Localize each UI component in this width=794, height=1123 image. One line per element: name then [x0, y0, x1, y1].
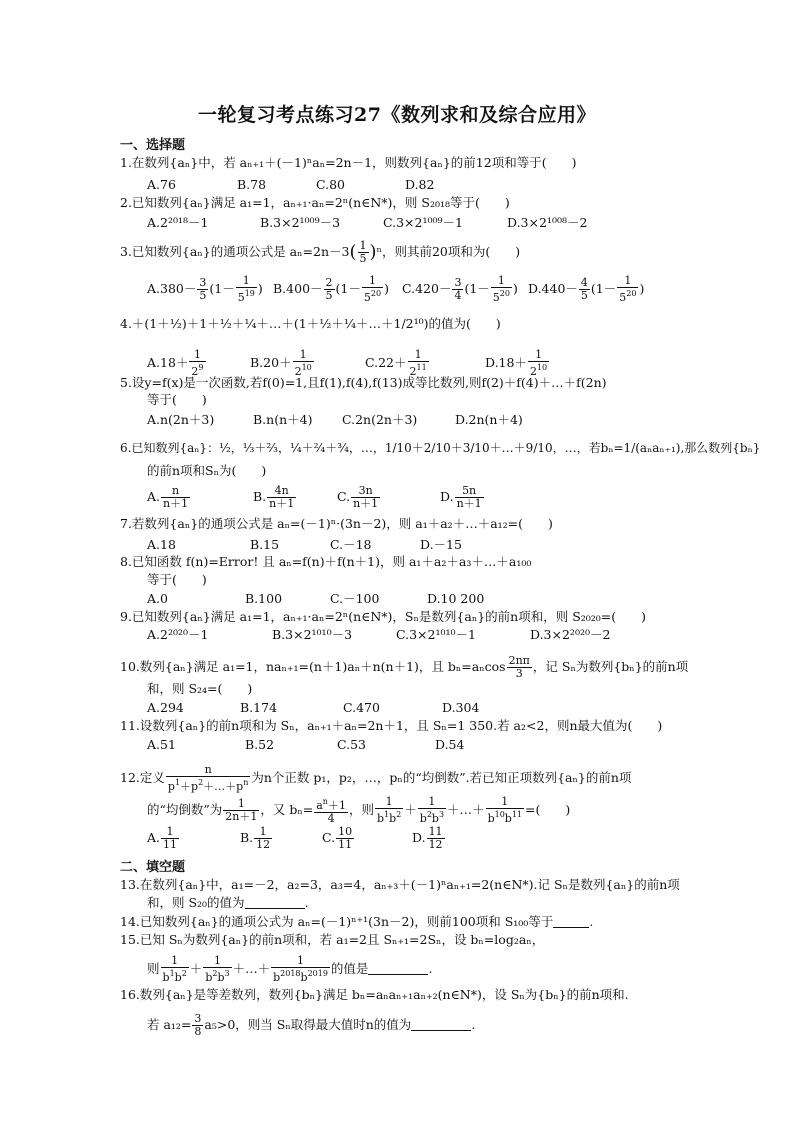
q3-opt-d: D.440－ $\frac{4}{5}$ (1－ $\frac{1}{5^{20}}$ ): [528, 274, 645, 304]
q2-opt-c: C.3×2¹⁰⁰⁹－1: [383, 215, 463, 230]
q12-opt-a: A. $\frac{1}{11}$: [147, 825, 178, 851]
q10-opt-c: C.470: [343, 700, 380, 715]
q9-opt-d: D.3×2²⁰²⁰－2: [530, 627, 611, 642]
q1-opt-c: C.80: [316, 177, 345, 192]
q15-stem-1: 15.已知 Sₙ为数列{aₙ}的前n项和，若 a₁=2且 Sₙ₊₁=2Sₙ，设 bₙ=log₂aₙ，: [120, 932, 545, 947]
q7-opt-b: B.15: [250, 537, 280, 552]
q16-stem-1: 16.数列{aₙ}是等差数列，数列{bₙ}满足 bₙ=aₙaₙ₊₁aₙ₊₂(n∈N*)，设 Sₙ为{bₙ}的前n项和.: [120, 987, 629, 1002]
q16-answer-blank[interactable]: [411, 1019, 471, 1031]
q10-stem-2: 和，则 S₂₄=( ): [147, 681, 253, 696]
q2-opt-d: D.3×2¹⁰⁰⁸－2: [507, 215, 588, 230]
section-fill: 二、填空题: [120, 860, 186, 875]
q5-opt-c: C.2n(2n＋3): [342, 412, 418, 427]
q11-stem: 11.设数列{aₙ}的前n项和为 Sₙ，aₙ₊₁＋aₙ=2n＋1，且 Sₙ=1 350.若 a₂<2，则n最大值为( ): [120, 718, 663, 733]
q10-opt-d: D.304: [442, 700, 480, 715]
q6-opt-a: A. $\frac{n}{n+1}$: [147, 484, 189, 510]
q6-opt-d: D. $\frac{5n}{n+1}$: [440, 484, 482, 510]
q7-opt-d: D.－15: [420, 537, 462, 552]
q4-opt-d: D.18＋ $\frac{1}{2^{10}}$: [485, 348, 548, 378]
q13-stem-2: 和，则 S₂₀的值为 .: [147, 895, 309, 910]
q8-opt-d: D.10 200: [427, 591, 485, 606]
q4-stem: 4.＋(1＋½)＋1＋½＋¼＋…＋(1＋½＋¼＋…＋1/2¹⁰)的值为( ): [120, 316, 501, 331]
q11-opt-a: A.51: [147, 737, 176, 752]
q10-opt-a: A.294: [147, 700, 184, 715]
q6-stem-2: 的前n项和Sₙ为( ): [147, 463, 267, 478]
q8-stem-2: 等于( ): [147, 572, 207, 587]
q3-stem: 3.已知数列{aₙ}的通项公式是 aₙ=2n－3( $\frac{1}{5}$ )ⁿ，则其前20项和为( ): [120, 239, 521, 265]
q11-opt-d: D.54: [435, 737, 465, 752]
q4-opt-b: B.20＋ $\frac{1}{2^{10}}$: [250, 348, 312, 378]
q13-answer-blank[interactable]: [245, 897, 305, 909]
section-choice: 一、选择题: [120, 138, 186, 153]
q5-opt-b: B.n(n＋4): [253, 412, 313, 427]
q15-stem-2: 则 $\frac{1}{b^1b^2}$ ＋ $\frac{1}{b^2b^3}$ ＋…＋ $\frac{1}{b^{2018}b^{2019}}$ 的值是 .: [147, 954, 433, 984]
q3-frac-1-5: $\frac{1}{5}$: [359, 239, 367, 265]
q15-answer-blank[interactable]: [368, 963, 428, 975]
page-title: 一轮复习考点练习27《数列求和及综合应用》: [198, 104, 596, 126]
q11-opt-c: C.53: [337, 737, 366, 752]
q10-stem-1: 10.数列{aₙ}满足 a₁=1，naₙ₊₁=(n＋1)aₙ＋n(n＋1)，且 bₙ=aₙcos $\frac{2n\pi}{3}$ ，记 Sₙ为数列{bₙ}的前n项: [120, 654, 689, 680]
q9-stem: 9.已知数列{aₙ}满足 a₁=1，aₙ₊₁·aₙ=2ⁿ(n∈N*)，Sₙ是数列{aₙ}的前n项和，则 S₂₀₂₀=( ): [120, 609, 647, 624]
q8-opt-c: C.－100: [330, 591, 380, 606]
q3-opt-a: A.380－ $\frac{3}{5}$ (1－ $\frac{1}{5^{19}}$ ): [147, 274, 263, 304]
q5-stem-1: 5.设y=f(x)是一次函数,若f(0)=1,且f(1),f(4),f(13)成等比数列,则f(2)＋f(4)＋…＋f(2n): [120, 375, 607, 390]
q14-answer-blank[interactable]: [553, 916, 589, 928]
q11-opt-b: B.52: [245, 737, 275, 752]
q12-stem-1: 12.定义 $\frac{n}{p^1+p^2+\dots+p^n}$ 为n个正数 p₁，p₂，…，pₙ的“均倒数”.若已知正项数列{aₙ}的前n项: [120, 763, 632, 793]
q10-opt-b: B.174: [240, 700, 278, 715]
q8-stem-1: 8.已知函数 f(n)=Error! 且 aₙ=f(n)＋f(n＋1)，则 a₁＋a₂＋a₃＋…＋a₁₀₀: [120, 554, 532, 569]
q6-opt-b: B. $\frac{4n}{n+1}$: [253, 484, 295, 510]
q2-opt-a: A.2²⁰¹⁸－1: [147, 215, 209, 230]
q7-opt-a: A.18: [147, 537, 176, 552]
q8-opt-a: A.0: [147, 591, 168, 606]
q3-opt-b: B.400－ $\frac{2}{5}$ (1－ $\frac{1}{5^{20}}$ ): [273, 274, 389, 304]
q13-stem-1: 13.在数列{aₙ}中，a₁=－2，a₂=3，a₃=4，aₙ₊₃＋(－1)ⁿaₙ₊₁=2(n∈N*).记 Sₙ是数列{aₙ}的前n项: [120, 877, 680, 892]
q4-opt-a: A.18＋ $\frac{1}{2^9}$: [147, 348, 204, 378]
q9-opt-a: A.2²⁰²⁰－1: [147, 627, 209, 642]
q12-stem-2: 的“均倒数”为 $\frac{1}{2n+1}$ ，又 bₙ= $\frac{a^n+1}{4}$ ，则 $\frac{1}{b^1b^2}$ ＋ $\frac{1}{b^2b^3}$ ＋…＋ $\frac{1}{b^{10}b^{11}}$ =( ): [147, 795, 571, 825]
q9-opt-c: C.3×2¹⁰¹⁰－1: [396, 627, 476, 642]
q6-stem-1: 6.已知数列{aₙ}：½，⅓＋⅔，¼＋²⁄₄＋¾，…，1/10＋2/10＋3/10＋…＋9/10，…，若bₙ=1/(aₙaₙ₊₁),那么数列{bₙ}: [120, 441, 761, 455]
q1-opt-d: D.82: [405, 177, 435, 192]
q5-opt-d: D.2n(n＋4): [455, 412, 523, 427]
q12-opt-c: C. $\frac{10}{11}$: [322, 825, 353, 851]
q7-opt-c: C.－18: [330, 537, 372, 552]
q9-opt-b: B.3×2¹⁰¹⁰－3: [272, 627, 353, 642]
q6-opt-c: C. $\frac{3n}{n+1}$: [337, 484, 379, 510]
q12-opt-d: D. $\frac{11}{12}$: [412, 825, 443, 851]
q7-stem: 7.若数列{aₙ}的通项公式是 aₙ=(－1)ⁿ·(3n－2)，则 a₁＋a₂＋…＋a₁₂=( ): [120, 516, 553, 531]
q1-stem: 1.在数列{aₙ}中，若 aₙ₊₁＋(－1)ⁿaₙ=2n－1，则数列{aₙ}的前12项和等于( ): [120, 155, 577, 170]
q16-stem-2: 若 a₁₂= $\frac{3}{8}$ a₅>0，则当 Sₙ取得最大值时n的值为 .: [147, 1012, 476, 1038]
q12-opt-b: B. $\frac{1}{12}$: [240, 825, 271, 851]
q5-stem-2: 等于( ): [147, 392, 207, 407]
q8-opt-b: B.100: [245, 591, 283, 606]
q1-opt-b: B.78: [237, 177, 267, 192]
q5-opt-a: A.n(2n＋3): [147, 412, 215, 427]
q2-stem: 2.已知数列{aₙ}满足 a₁=1，aₙ₊₁·aₙ=2ⁿ(n∈N*)，则 S₂₀₁₈等于( ): [120, 195, 510, 210]
q14-stem: 14.已知数列{aₙ}的通项公式为 aₙ=(－1)ⁿ⁺¹(3n－2)，则前100项和 S₁₀₀等于 .: [120, 914, 594, 929]
q1-opt-a: A.76: [147, 177, 176, 192]
q2-opt-b: B.3×2¹⁰⁰⁹－3: [260, 215, 341, 230]
q4-opt-c: C.22＋ $\frac{1}{2^{11}}$: [365, 348, 427, 378]
q3-opt-c: C.420－ $\frac{3}{4}$ (1－ $\frac{1}{5^{20}}$ ): [402, 274, 518, 304]
